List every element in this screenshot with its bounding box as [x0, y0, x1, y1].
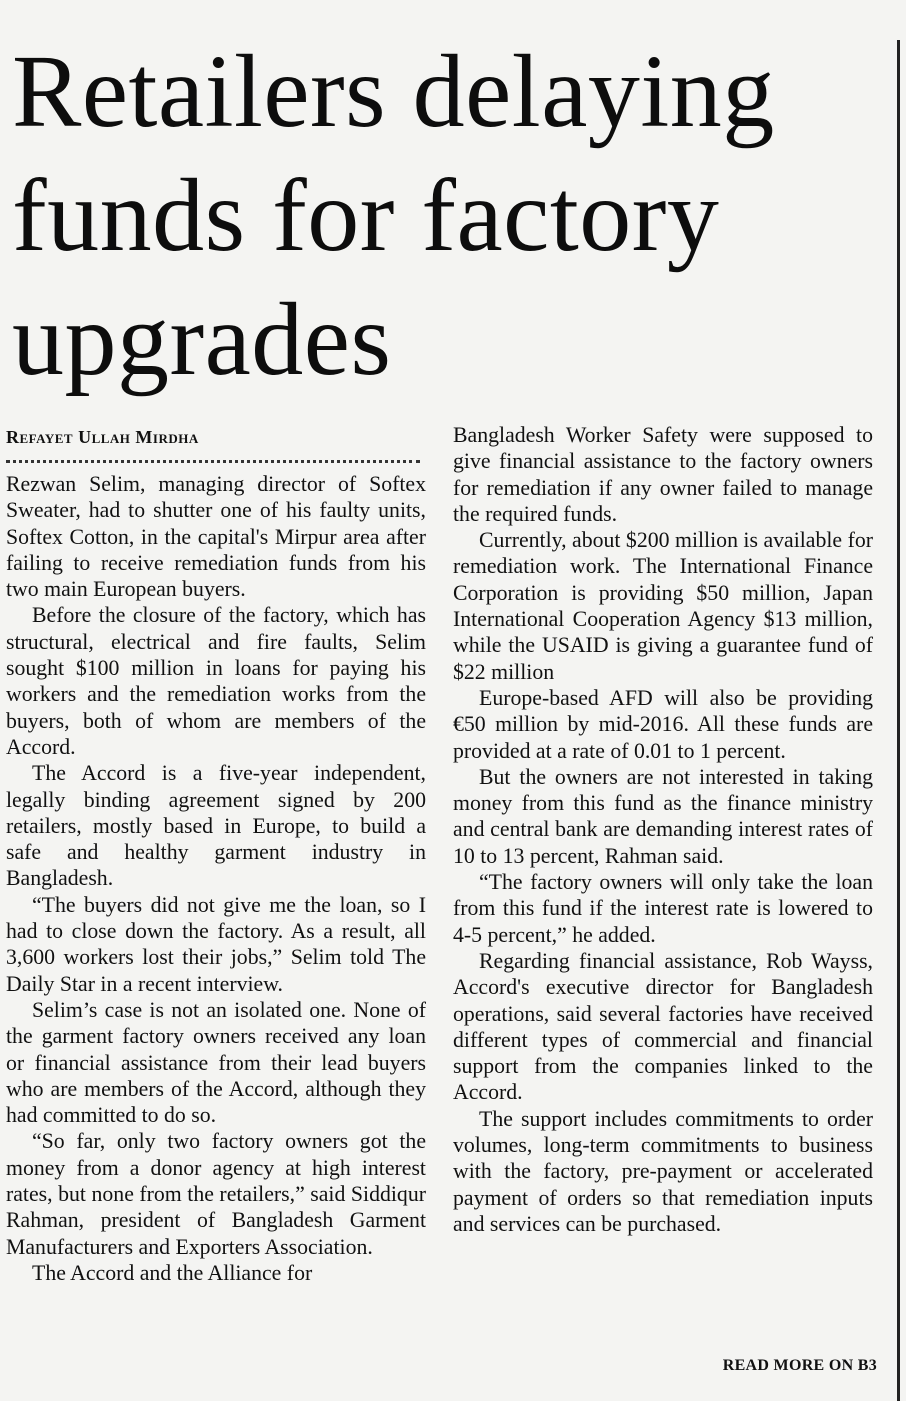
read-more-link[interactable]: READ MORE ON B3: [722, 1357, 877, 1374]
byline: Refayet Ullah Mirdha: [6, 427, 199, 447]
paragraph: Selim’s case is not an isolated one. None of the garment factory owners received any loan or financial assistance from their lead buyers who are members of the Accord, although they had committed to do so.: [6, 997, 426, 1128]
paragraph: “The buyers did not give me the loan, so I had to close down the factory. As a result, all 3,600 workers lost their jobs,” Selim told The Daily Star in a recent interview.: [6, 892, 426, 996]
paragraph: Rezwan Selim, managing director of Softex Sweater, had to shutter one of his faulty units, Softex Cotton, in the capital's Mirpur area after failing to receive remediation funds from his two main European buyers.: [6, 472, 426, 602]
column-rule: [897, 40, 900, 1401]
paragraph: The Accord and the Alliance for: [32, 1260, 313, 1285]
paragraph: “So far, only two factory owners got the money from a donor agency at high interest rates, but none from the retailers,” said Siddiqur Rahman, president of Bangladesh Garment Manufacturers and Exporters Association.: [6, 1129, 426, 1259]
paragraph: Europe-based AFD will also be providing €50 million by mid-2016. All these funds are provided at a rate of 0.01 to 1 percent.: [453, 685, 873, 763]
paragraph: The support includes commitments to order volumes, long-term commitments to business with the factory, pre-payment or accelerated payment of orders so that remediation inputs and services can be purchased.: [453, 1106, 873, 1236]
paragraph: Bangladesh Worker Safety were supposed to give financial assistance to the factory owners for remediation if any owner failed to manage the required funds.: [453, 423, 873, 526]
headline: Retailers delaying funds for factory upgrades: [12, 34, 775, 397]
article-column-left: [6, 422, 426, 1286]
paragraph: Before the closure of the factory, which has structural, electrical and fire faults, Selim sought $100 million in loans for paying his workers and the remediation works from the buyers, both of whom are members of the Accord.: [6, 603, 426, 759]
paragraph: Regarding financial assistance, Rob Wayss, Accord's executive director for Bangladesh operations, said several factories have received different types of commercial and financial support from the companies linked to the Accord.: [453, 948, 873, 1105]
paragraph: Currently, about $200 million is available for remediation work. The International Finance Corporation is providing $50 million, Japan International Cooperation Agency $13 million, while the USAID is giving a guarantee fund of $22 million: [453, 528, 873, 684]
paragraph: “The factory owners will only take the loan from this fund if the interest rate is lowered to 4-5 percent,” he added.: [453, 870, 873, 947]
article-column-right: [453, 422, 873, 1237]
dotted-divider: [6, 450, 420, 463]
paragraph: The Accord is a five-year independent, legally binding agreement signed by 200 retailers, mostly based in Europe, to build a safe and healthy garment industry in Bangladesh.: [6, 761, 426, 891]
paragraph: But the owners are not interested in taking money from this fund as the finance ministry and central bank are demanding interest rates of 10 to 13 percent, Rahman said.: [453, 764, 873, 868]
